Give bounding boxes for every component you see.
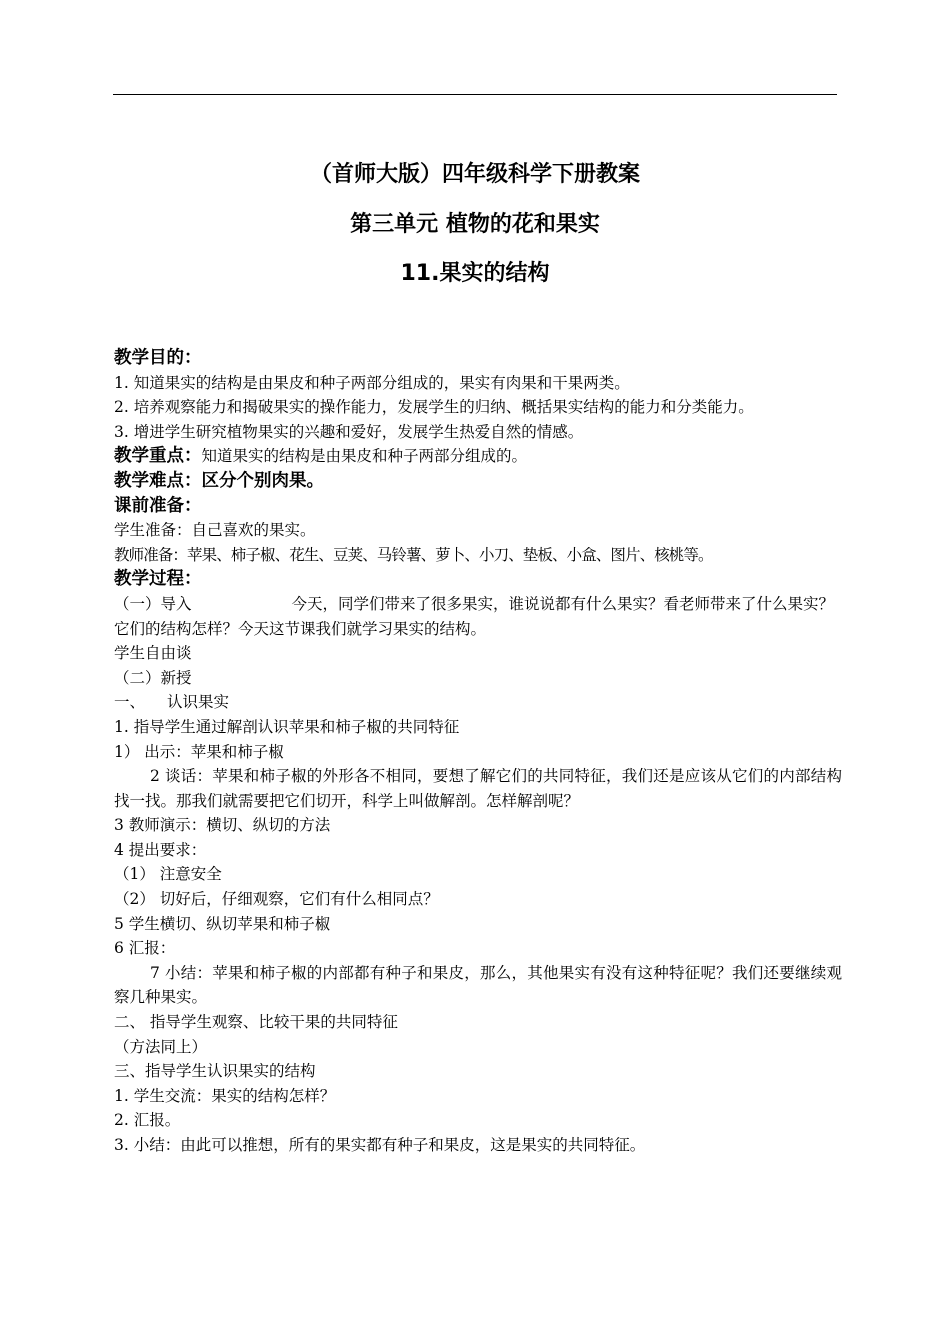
part3-heading: 三、指导学生认识果实的结构 xyxy=(114,1062,316,1081)
part1-step-8: 5 学生横切、纵切苹果和柿子椒 xyxy=(114,914,331,933)
header-rule xyxy=(113,94,837,95)
objective-3: 3. 增进学生研究植物果实的兴趣和爱好，发展学生热爱自然的情感。 xyxy=(114,422,584,441)
part1-step-9: 6 汇报： xyxy=(114,939,176,958)
keypoint-label: 教学重点： xyxy=(114,446,202,467)
part1-step-7: （2） 切好后，仔细观察，它们有什么相同点？ xyxy=(114,890,439,909)
part1-step-1: 1. 指导学生通过解剖认识苹果和柿子椒的共同特征 xyxy=(114,717,460,736)
document-body xyxy=(114,346,842,1158)
keypoint-line xyxy=(114,444,842,469)
intro-text: 今天，同学们带来了很多果实，谁说说都有什么果实？看老师带来了什么果实？ xyxy=(291,594,835,613)
part3-step-2: 2. 汇报。 xyxy=(114,1111,181,1130)
objective-1: 1. 知道果实的结构是由果皮和种子两部分组成的，果实有肉果和干果两类。 xyxy=(114,373,630,392)
intro-paragraph xyxy=(114,592,842,617)
part1-step-5: 4 提出要求： xyxy=(114,840,207,859)
free-talk: 学生自由谈 xyxy=(114,644,192,663)
part1-step-2: 1） 出示：苹果和柿子椒 xyxy=(114,742,284,761)
part2-heading: 二、 指导学生观察、比较干果的共同特征 xyxy=(114,1013,398,1032)
keypoint-text: 知道果实的结构是由果皮和种子两部分组成的。 xyxy=(201,447,528,466)
preparation-heading: 课前准备： xyxy=(114,495,202,516)
part1-heading xyxy=(114,690,842,715)
objectives-heading: 教学目的： xyxy=(114,348,202,368)
intro-label: （一）导入 xyxy=(114,594,192,613)
process-heading: 教学过程： xyxy=(114,569,202,590)
part2-note: （方法同上） xyxy=(114,1037,208,1056)
document-title: （首师大版）四年级科学下册教案 xyxy=(309,162,640,187)
part1-step-10: 7 小结：苹果和柿子椒的内部都有种子和果皮，那么，其他果实有没有这种特征呢？我们还要继续观察几种果实。 xyxy=(114,963,842,1007)
objective-2: 2. 培养观察能力和揭破果实的操作能力，发展学生的归纳、概括果实结构的能力和分类能力。 xyxy=(114,398,754,417)
part1-step-4: 3 教师演示：横切、纵切的方法 xyxy=(114,816,331,835)
new-lesson-heading: （二）新授 xyxy=(114,668,192,687)
part1-step-6: （1） 注意安全 xyxy=(114,865,222,884)
lesson-title: 11.果实的结构 xyxy=(400,261,550,286)
difficulty-text: 区分个别肉果。 xyxy=(201,470,324,491)
part1-number: 一、 xyxy=(114,693,146,712)
part3-step-1: 1. 学生交流：果实的结构怎样？ xyxy=(114,1086,336,1105)
student-preparation: 学生准备：自己喜欢的果实。 xyxy=(114,521,316,540)
teacher-preparation: 教师准备：苹果、柿子椒、花生、豆荚、马铃薯、萝卜、小刀、垫板、小盒、图片、核桃等。 xyxy=(114,545,713,564)
difficulty-label: 教学难点： xyxy=(114,470,202,491)
part1-step-3: 2 谈话：苹果和柿子椒的外形各不相同，要想了解它们的共同特征，我们还是应该从它们的内部结构找一找。那我们就需要把它们切开，科学上叫做解剖。怎样解剖呢？ xyxy=(114,767,842,810)
part3-step-3: 3. 小结：由此可以推想，所有的果实都有种子和果皮，这是果实的共同特征。 xyxy=(114,1136,646,1154)
part1-title: 认识果实 xyxy=(167,693,230,712)
unit-title: 第三单元 植物的花和果实 xyxy=(350,212,600,237)
intro-line-2: 它们的结构怎样？今天这节课我们就学习果实的结构。 xyxy=(114,619,487,638)
difficulty-line xyxy=(114,469,842,494)
